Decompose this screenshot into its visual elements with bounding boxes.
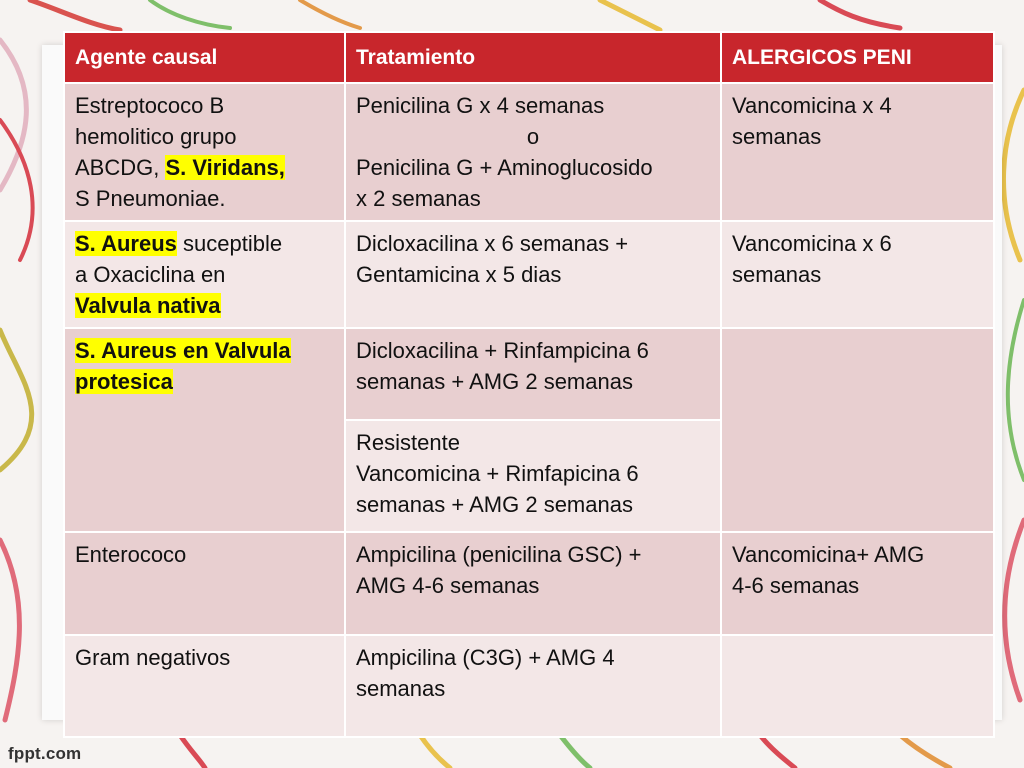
decorative-stroke <box>0 540 19 720</box>
treatment-text: Penicilina G + Aminoglucosido <box>356 155 653 180</box>
agent-cell <box>64 221 345 328</box>
treatment-text: semanas + AMG 2 semanas <box>356 492 633 517</box>
agent-cell <box>64 328 345 532</box>
table-row <box>64 635 994 737</box>
agent-text: Estreptococo B <box>75 93 225 118</box>
treatment-text: Gentamicina x 5 dias <box>356 262 562 287</box>
resistant-label: Resistente <box>356 430 460 455</box>
table-row <box>64 328 994 420</box>
agent-text: S Pneumoniae. <box>75 186 226 211</box>
decorative-stroke <box>300 0 360 28</box>
decorative-stroke <box>1005 520 1024 700</box>
agent-text: ABCDG, <box>75 155 166 180</box>
treatment-text: semanas + AMG 2 semanas <box>356 369 633 394</box>
decorative-stroke <box>760 735 795 768</box>
table-row <box>64 532 994 635</box>
treatment-cell <box>345 221 721 328</box>
allergy-text: 4-6 semanas <box>732 573 860 598</box>
decorative-stroke <box>150 0 230 28</box>
decorative-stroke <box>180 735 205 768</box>
decorative-stroke <box>420 735 450 768</box>
allergy-cell: Vancomicina x 4 semanas <box>721 83 994 221</box>
table-row <box>64 221 994 328</box>
highlighted-valve: Valvula nativa <box>75 293 221 318</box>
treatment-text: x 2 semanas <box>356 186 481 211</box>
allergy-cell <box>721 328 994 532</box>
treatment-text: Vancomicina + Rimfapicina 6 <box>356 461 639 486</box>
table-header-row <box>64 32 994 83</box>
treatment-cell <box>345 635 721 737</box>
treatment-text: AMG 4-6 semanas <box>356 573 540 598</box>
allergy-cell <box>721 635 994 737</box>
agent-text: hemolitico grupo <box>75 124 237 149</box>
treatment-or: o <box>526 124 540 149</box>
decorative-stroke <box>0 330 32 470</box>
agent-cell: Gram negativos <box>64 635 345 737</box>
allergy-cell: Vancomicina x 6 semanas <box>721 221 994 328</box>
decorative-stroke <box>820 0 900 28</box>
treatment-cell <box>345 83 721 221</box>
table-row <box>64 83 994 221</box>
treatment-text: Penicilina G x 4 semanas <box>356 93 605 118</box>
treatment-cell <box>345 328 721 420</box>
agent-text: a Oxaciclina en <box>75 262 226 287</box>
highlighted-agent: S. Aureus <box>75 231 177 256</box>
treatment-cell <box>345 532 721 635</box>
decorative-stroke <box>600 0 660 30</box>
column-header-treatment: Tratamiento <box>345 32 721 83</box>
highlighted-agent: S. Viridans, <box>165 155 285 180</box>
treatment-text: Ampicilina (penicilina GSC) + <box>356 542 642 567</box>
agent-cell: Enterococo <box>64 532 345 635</box>
agent-cell <box>64 83 345 221</box>
treatment-text: Dicloxacilina + Rinfampicina 6 <box>356 338 649 363</box>
highlighted-agent: S. Aureus en Valvula <box>75 338 291 363</box>
treatment-text: semanas <box>356 676 446 701</box>
decorative-stroke <box>900 735 950 768</box>
highlighted-agent: protesica <box>75 369 173 394</box>
treatment-text: Ampicilina (C3G) + AMG 4 <box>356 645 615 670</box>
decorative-stroke <box>30 0 120 30</box>
fppt-watermark: fppt.com <box>8 744 82 763</box>
column-header-allergy: ALERGICOS PENI <box>721 32 994 83</box>
decorative-stroke <box>0 120 33 260</box>
decorative-stroke <box>1008 300 1024 480</box>
endocarditis-treatment-table <box>63 31 995 738</box>
allergy-cell <box>721 532 994 635</box>
column-header-agent: Agente causal <box>64 32 345 83</box>
treatment-cell-resistant <box>345 420 721 532</box>
treatment-text: Dicloxacilina x 6 semanas + <box>356 231 629 256</box>
agent-text: suceptible <box>176 231 283 256</box>
decorative-stroke <box>1003 90 1024 260</box>
decorative-stroke <box>560 735 590 768</box>
decorative-stroke <box>0 40 26 190</box>
allergy-text: Vancomicina+ AMG <box>732 542 925 567</box>
